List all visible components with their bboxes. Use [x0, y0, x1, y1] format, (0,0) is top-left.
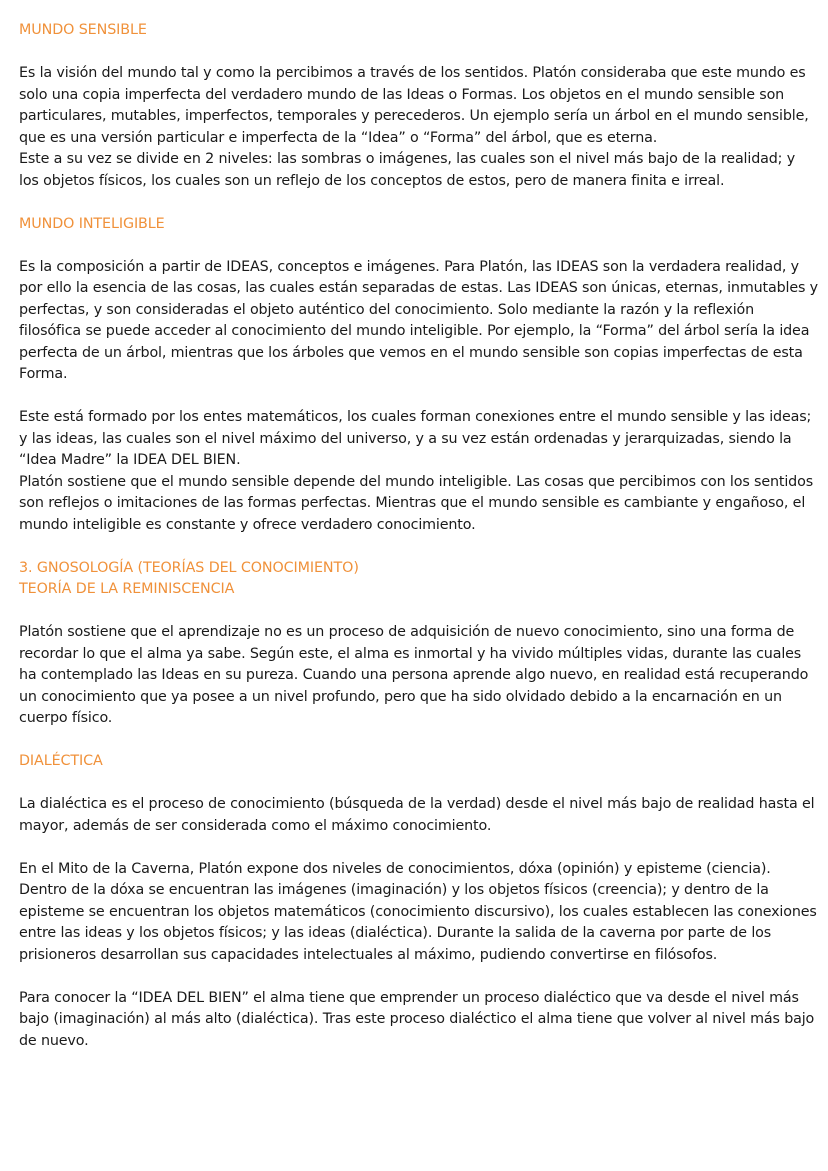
- paragraph: Este a su vez se divide en 2 niveles: las sombras o imágenes, las cuales son el nivel más bajo de la realidad; y los objetos físicos, los cuales son un reflejo de los conceptos de estos, pero de manera finita e irreal.: [19, 151, 796, 189]
- section-heading: DIALÉCTICA: [19, 753, 103, 769]
- paragraph: Para conocer la “IDEA DEL BIEN” el alma tiene que emprender un proceso dialéctico que va desde el nivel más bajo (imaginación) al más alto (dialéctica). Tras este proceso dialéctico el alma tiene que volver al nivel más bajo de nuevo.: [19, 989, 815, 1049]
- section-subheading: TEORÍA DE LA REMINISCENCIA: [19, 581, 235, 597]
- document-page: [19, 20, 819, 1052]
- section-heading: 3. GNOSOLOGÍA (TEORÍAS DEL CONOCIMIENTO): [19, 559, 359, 576]
- paragraph: La dialéctica es el proceso de conocimiento (búsqueda de la verdad) desde el nivel más bajo de realidad hasta el mayor, además de ser considerada como el máximo conocimiento.: [19, 796, 815, 834]
- paragraph: Platón sostiene que el aprendizaje no es un proceso de adquisición de nuevo conocimiento, sino una forma de recordar lo que el alma ya sabe. Según este, el alma es inmortal y ha vivido múltiples vidas, durante las cuales ha contemplado las Ideas en su pureza. Cuando una persona aprende algo nuevo, en realidad está recuperando un conocimiento que ya posee a un nivel profundo, pero que ha sido olvidado debido a la encarnación en un cuerpo físico.: [19, 624, 809, 726]
- section-heading: MUNDO INTELIGIBLE: [19, 215, 165, 232]
- paragraph: Este está formado por los entes matemáticos, los cuales forman conexiones entre el mundo sensible y las ideas; y las ideas, las cuales son el nivel máximo del universo, y a su vez están ordenadas y jerarquizadas, siendo la “Idea Madre” la IDEA DEL BIEN.: [19, 409, 812, 468]
- section-dialectica: [19, 751, 819, 1052]
- section-heading: MUNDO SENSIBLE: [19, 22, 147, 38]
- section-mundo-inteligible: [19, 214, 819, 537]
- paragraph: Es la composición a partir de IDEAS, conceptos e imágenes. Para Platón, las IDEAS son la verdadera realidad, y por ello la esencia de las cosas, las cuales están separadas de estas. Las IDEAS son únicas, eternas, inmutables y perfectas, y son consideradas el objeto auténtico del conocimiento. Solo mediante la razón y la reflexión filosófica se puede acceder al conocimiento del mundo inteligible. Por ejemplo, la “Forma” del árbol sería la idea perfecta de un árbol, mientras que los árboles que vemos en el mundo sensible son copias imperfectas de esta Forma.: [19, 258, 818, 382]
- paragraph: Es la visión del mundo tal y como la percibimos a través de los sentidos. Platón consideraba que este mundo es solo una copia imperfecta del verdadero mundo de las Ideas o Formas. Los objetos en el mundo sensible son particulares, mutables, imperfectos, temporales y perecederos. Un ejemplo sería un árbol en el mundo sensible, que es una versión particular e imperfecta de la “Idea” o “Forma” del árbol, que es eterna.: [19, 65, 809, 146]
- paragraph: Platón sostiene que el mundo sensible depende del mundo inteligible. Las cosas que percibimos con los sentidos son reflejos o imitaciones de las formas perfectas. Mientras que el mundo sensible es cambiante y engañoso, el mundo inteligible es constante y ofrece verdadero conocimiento.: [19, 473, 814, 533]
- paragraph: En el Mito de la Caverna, Platón expone dos niveles de conocimientos, dóxa (opinión) y episteme (ciencia). Dentro de la dóxa se encuentran las imágenes (imaginación) y los objetos físicos (creencia); y dentro de la episteme se encuentran los objetos matemáticos (conocimiento discursivo), los cuales establecen las conexiones entre las ideas y los objetos físicos; y las ideas (dialéctica). Durante la salida de la caverna por parte de los prisioneros desarrollan sus capacidades intelectuales al máximo, pudiendo convertirse en filósofos.: [19, 860, 817, 963]
- section-gnoseologia: [19, 558, 819, 730]
- section-mundo-sensible: [19, 20, 819, 192]
